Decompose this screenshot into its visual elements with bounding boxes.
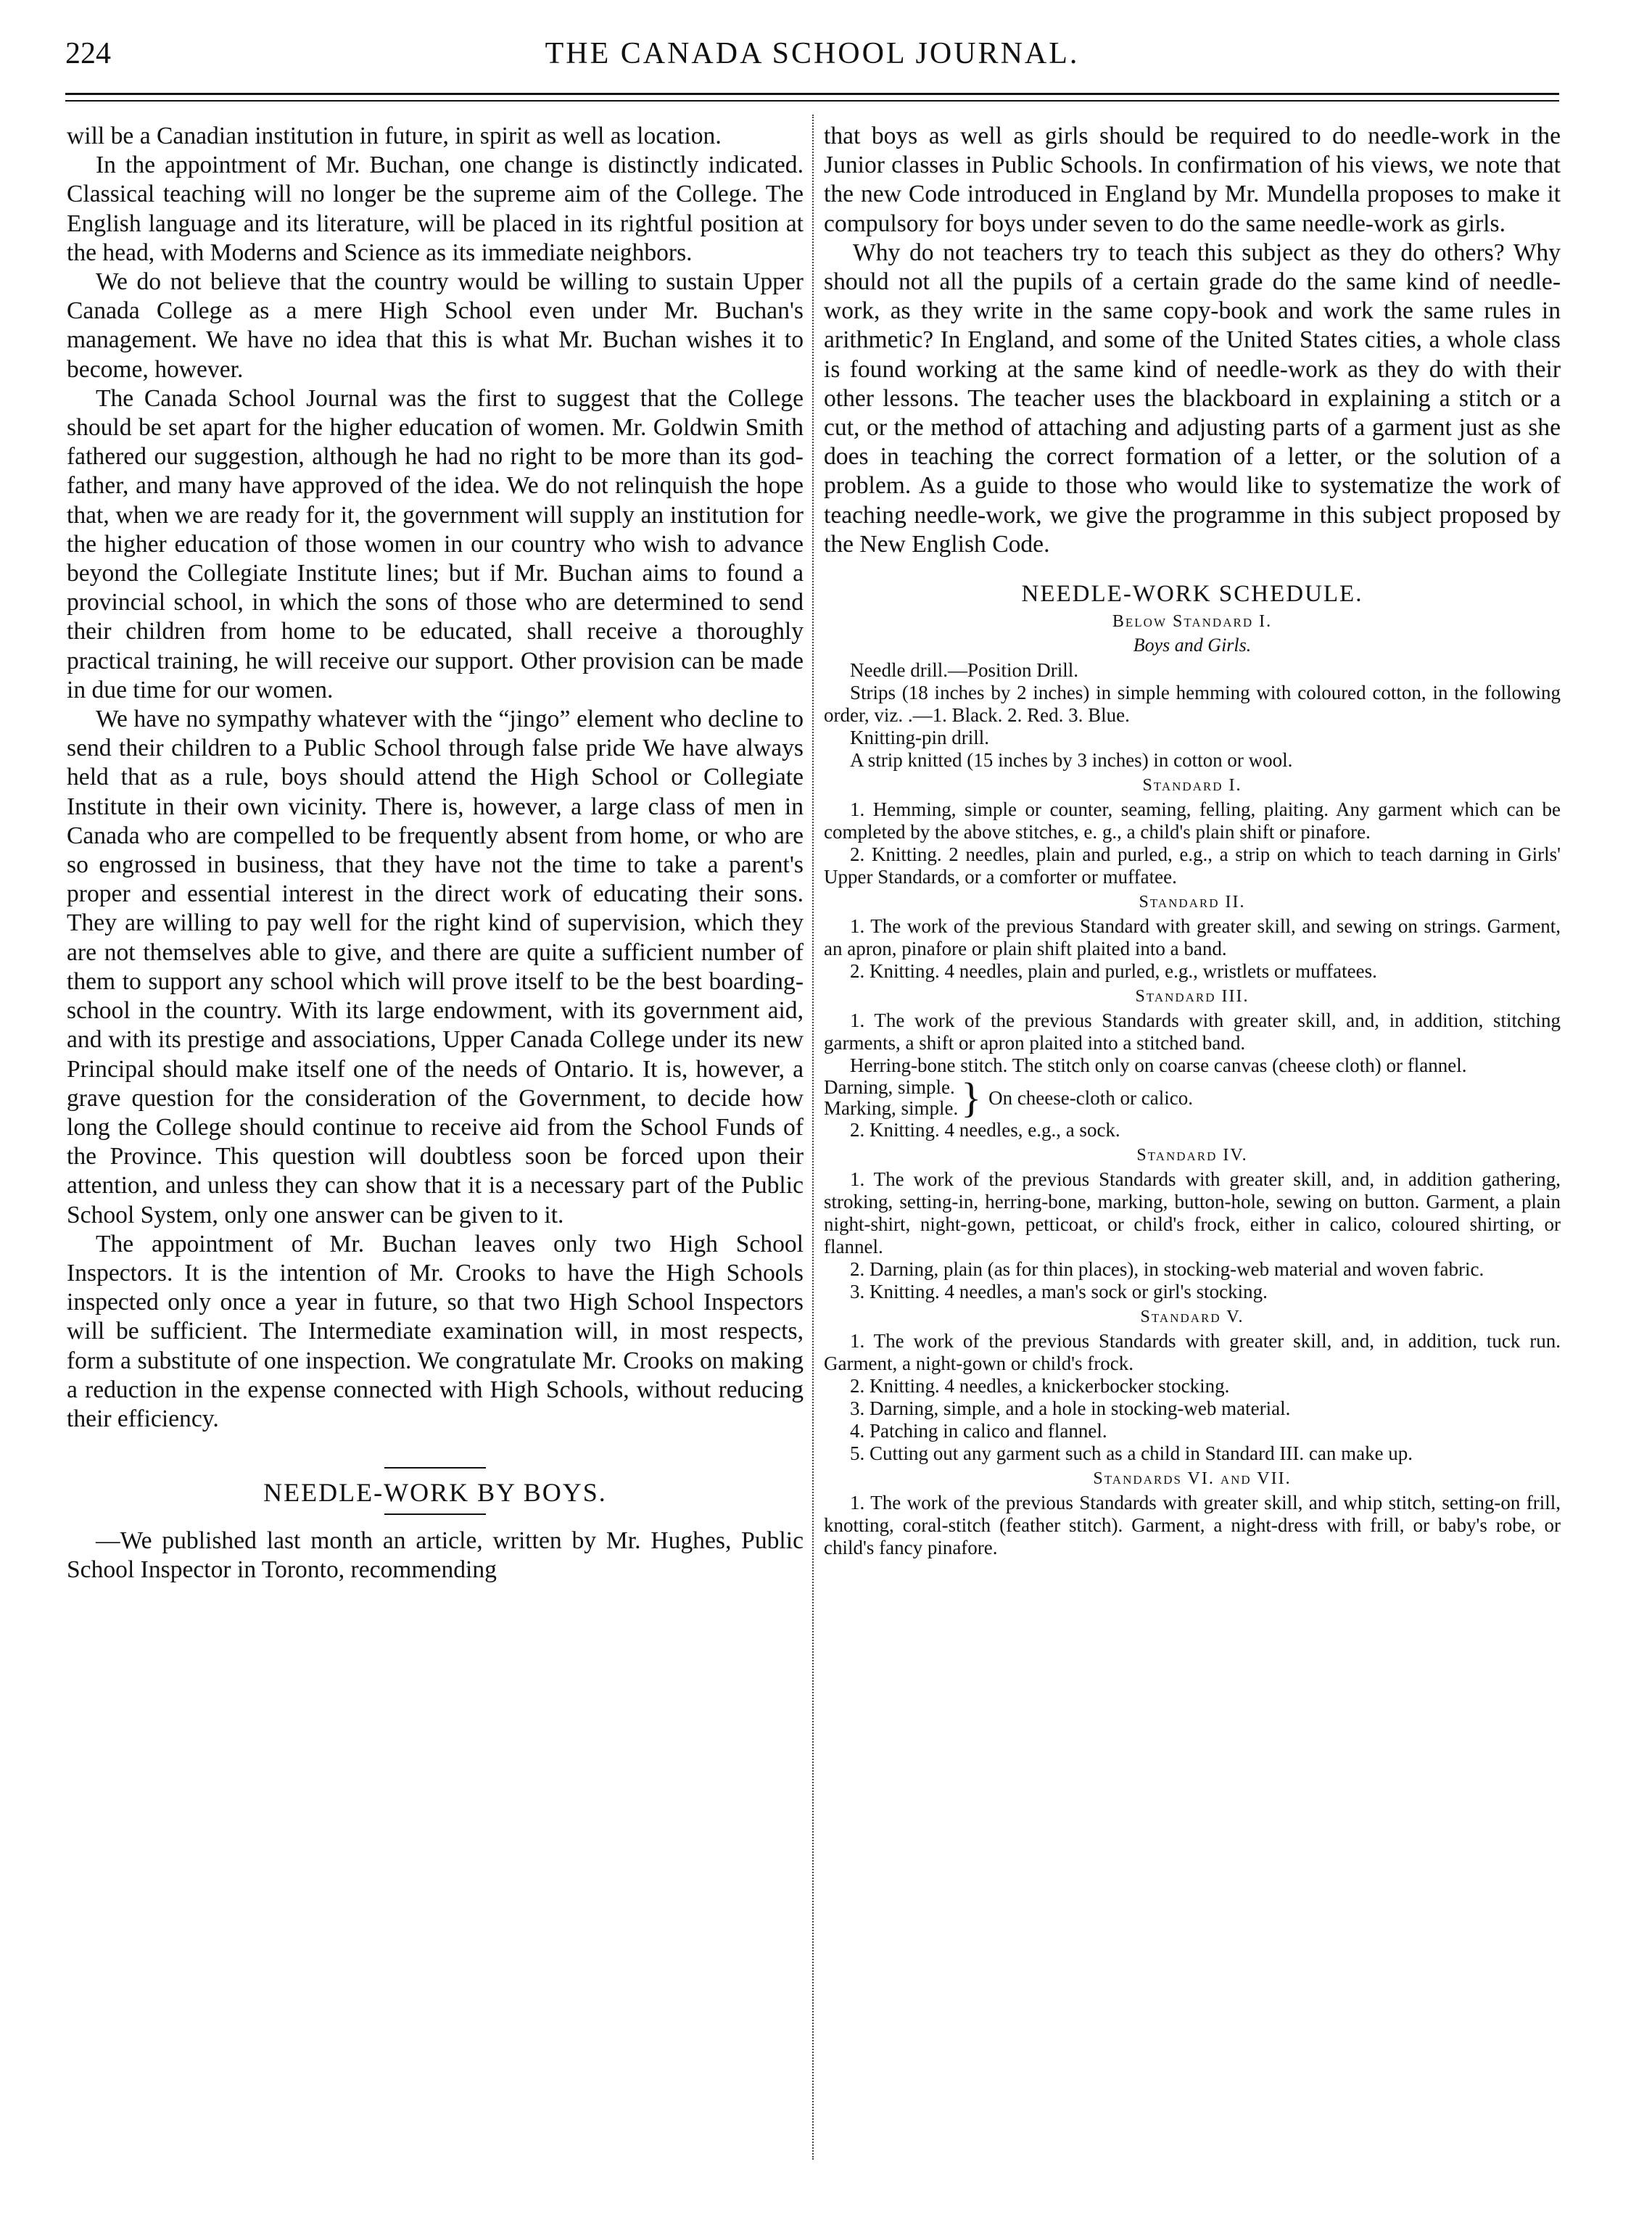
standard-heading: Standards VI. and VII. xyxy=(1093,1469,1292,1489)
left-column xyxy=(67,122,804,2174)
header-rule-thin xyxy=(65,100,1559,102)
column-divider xyxy=(812,115,814,2160)
page-number: 224 xyxy=(65,37,111,70)
paragraph: will be a Canadian institution in future, in spirit as well as location. xyxy=(67,123,722,149)
schedule-title: NEEDLE-WORK SCHEDULE. xyxy=(1021,581,1363,608)
darning-marking-group xyxy=(824,1074,1561,1122)
schedule-item: 2. Knitting. 4 needles, a knickerbocker stocking. xyxy=(850,1375,1230,1397)
standard-heading: Standard V. xyxy=(1140,1308,1244,1327)
schedule-item: A strip knitted (15 inches by 3 inches) in cotton or wool. xyxy=(850,749,1293,772)
schedule-item: 2. Knitting. 4 needles, plain and purled, e.g., wristlets or muffatees. xyxy=(850,960,1377,983)
section-title: NEEDLE-WORK BY BOYS. xyxy=(263,1478,607,1508)
schedule-item: 1. Hemming, simple or counter, seaming, felling, plaiting. Any garment which can be completed by the above stitches, e. g., a child's plain shift or pinafore. xyxy=(824,798,1561,843)
paragraph: We do not believe that the country would be willing to sustain Upper Canada College as a mere High School even under Mr. Buchan's management. We have no idea that this is what Mr. Buchan wishes it to become, however. xyxy=(67,268,804,383)
schedule-item: Darning, simple. xyxy=(824,1076,955,1099)
schedule-item: 2. Darning, plain (as for thin places), in stocking-web material and woven fabric. xyxy=(850,1258,1484,1281)
paragraph: Why do not teachers try to teach this subject as they do others? Why should not all the pupils of a certain grade do the same kind of needle-work, as they write in the same copy-book and work the same rules in arithmetic? In England, and some of the United States cities, a whole class is found working at the same kind of needle-work as they do with their other lessons. The teacher uses the blackboard in explaining a stitch or a cut, or the method of attaching and adjusting parts of a garment just as she does in teaching the correct formation of a letter, or the solution of a problem. As a guide to those who would like to systematize the work of teaching needle-work, we give the programme in this subject proposed by the New English Code. xyxy=(824,239,1561,558)
standard-heading: Standard IV. xyxy=(1136,1146,1248,1165)
schedule-item: Herring-bone stitch. The stitch only on coarse canvas (cheese cloth) or flannel. xyxy=(850,1054,1467,1077)
paragraph: that boys as well as girls should be required to do needle-work in the Junior classes in Public Schools. In confirmation of his views, we note that the new Code introduced in England by Mr. Mundella proposes to make it compulsory for boys under seven to do the same needle-work as girls. xyxy=(824,123,1561,237)
schedule-item: 1. The work of the previous Standards with greater skill, and, in addition, stitching garments, a shift or apron plaited into a stitched band. xyxy=(824,1009,1561,1054)
schedule-item: 1. The work of the previous Standards with greater skill, and whip stitch, setting-on frill, knotting, coral-stitch (feather stitch). Garment, a night-dress with frill, or baby's robe, or child's fancy pinafore. xyxy=(824,1492,1561,1559)
header-rule xyxy=(65,93,1559,95)
brace-glyph: } xyxy=(961,1074,982,1122)
paragraph: The appointment of Mr. Buchan leaves only two High School Inspectors. It is the intention of Mr. Crooks to have the High Schools inspected only once a year in future, so that two High School Inspectors will be sufficient. The Intermediate examination will, in most respects, form a substitute of one inspection. We congratulate Mr. Crooks on making a reduction in the expense connected with High Schools, without reducing their efficiency. xyxy=(67,1230,804,1432)
standard-heading: Standard II. xyxy=(1139,893,1246,912)
schedule-item: 5. Cutting out any garment such as a child in Standard III. can make up. xyxy=(850,1442,1413,1465)
schedule-item: Knitting-pin drill. xyxy=(850,727,989,749)
schedule-item: Strips (18 inches by 2 inches) in simple hemming with coloured cotton, in the following order, viz. .—1. Black. 2. Red. 3. Blue. xyxy=(824,682,1561,727)
schedule-item: 1. The work of the previous Standard with greater skill, and sewing on strings. Garment, an apron, pinafore or plain shift plaited into a band. xyxy=(824,915,1561,960)
schedule-item: 1. The work of the previous Standards with greater skill, and, in addition, tuck run. Garment, a night-gown or child's frock. xyxy=(824,1330,1561,1375)
schedule-item: 4. Patching in calico and flannel. xyxy=(850,1420,1107,1442)
standard-heading: Below Standard I. xyxy=(1112,612,1273,632)
schedule-item: 3. Knitting. 4 needles, a man's sock or girl's stocking. xyxy=(850,1281,1268,1303)
standard-heading: Standard III. xyxy=(1135,987,1250,1007)
paragraph: We have no sympathy whatever with the “jingo” element who decline to send their children to a Public School through false pride We have always held that as a rule, boys should attend the High School or Collegiate Institute in their own vicinity. There is, however, a large class of men in Canada who are compelled to be frequently absent from home, or who are so engrossed in business, that they have not the time to take a parent's proper and essential interest in the direct work of educating their sons. They are willing to pay well for the right kind of supervision, which they are not themselves able to give, and there are quite a sufficient number of them to support any school which will prove itself to be the best boarding-school in the country. With its large endowment, with its government aid, and with its prestige and associations, Upper Canada College under its new Principal should make itself one of the needs of Ontario. It is, however, a grave question for the consideration of the Government, to decide how long the College should continue to receive aid from the School Funds of the Province. This question will doubtless soon be forced upon their attention, and unless they can show that it is a necessary part of the Public School System, only one answer can be given to it. xyxy=(67,706,804,1228)
paragraph: In the appointment of Mr. Buchan, one change is distinctly indicated. Classical teaching will no longer be the supreme aim of the College. The English language and its literature, will be placed in its rightful position at the head, with Moderns and Science as its immediate neighbors. xyxy=(67,152,804,266)
standard-heading: Standard I. xyxy=(1142,776,1242,796)
section-rule-top xyxy=(384,1467,486,1469)
schedule-item: Needle drill.—Position Drill. xyxy=(850,659,1078,682)
paragraph: —We published last month an article, written by Mr. Hughes, Public School Inspector in Toronto, recommending xyxy=(67,1527,804,1584)
schedule-item: 1. The work of the previous Standards with greater skill, and, in addition gathering, stroking, setting-in, herring-bone, marking, button-hole, sewing on button. Garment, a plain night-shirt, night-gown, petticoat, or child's frock, either in calico, coloured shirting, or flannel. xyxy=(824,1168,1561,1258)
paragraph: The Canada School Journal was the first to suggest that the College should be set apart for the higher education of women. Mr. Goldwin Smith fathered our suggestion, although he had no right to be more than its god-father, and many have approved of the idea. We do not relinquish the hope that, when we are ready for it, the government will supply an institution for the higher education of those women in our country who wish to advance beyond the Collegiate Institute lines; but if Mr. Buchan aims to found a provincial school, in which the sons of those who are determined to send their children from home to be educated, shall receive a thoroughly practical training, he will receive our support. Other provision can be made in due time for our women. xyxy=(67,384,804,703)
schedule-item: Marking, simple. xyxy=(824,1097,959,1120)
standard-subheading: Boys and Girls. xyxy=(1133,635,1252,656)
right-column xyxy=(824,122,1561,2174)
running-title: THE CANADA SCHOOL JOURNAL. xyxy=(545,37,1080,70)
schedule-item: 2. Knitting. 4 needles, e.g., a sock. xyxy=(850,1119,1120,1141)
brace-note: On cheese-cloth or calico. xyxy=(988,1086,1193,1109)
schedule-item: 3. Darning, simple, and a hole in stocking-web material. xyxy=(850,1397,1291,1420)
schedule-item: 2. Knitting. 2 needles, plain and purled, e.g., a strip on which to teach darning in Girls' Upper Standards, or a comforter or muffatee. xyxy=(824,843,1561,888)
page-header xyxy=(65,36,1559,80)
